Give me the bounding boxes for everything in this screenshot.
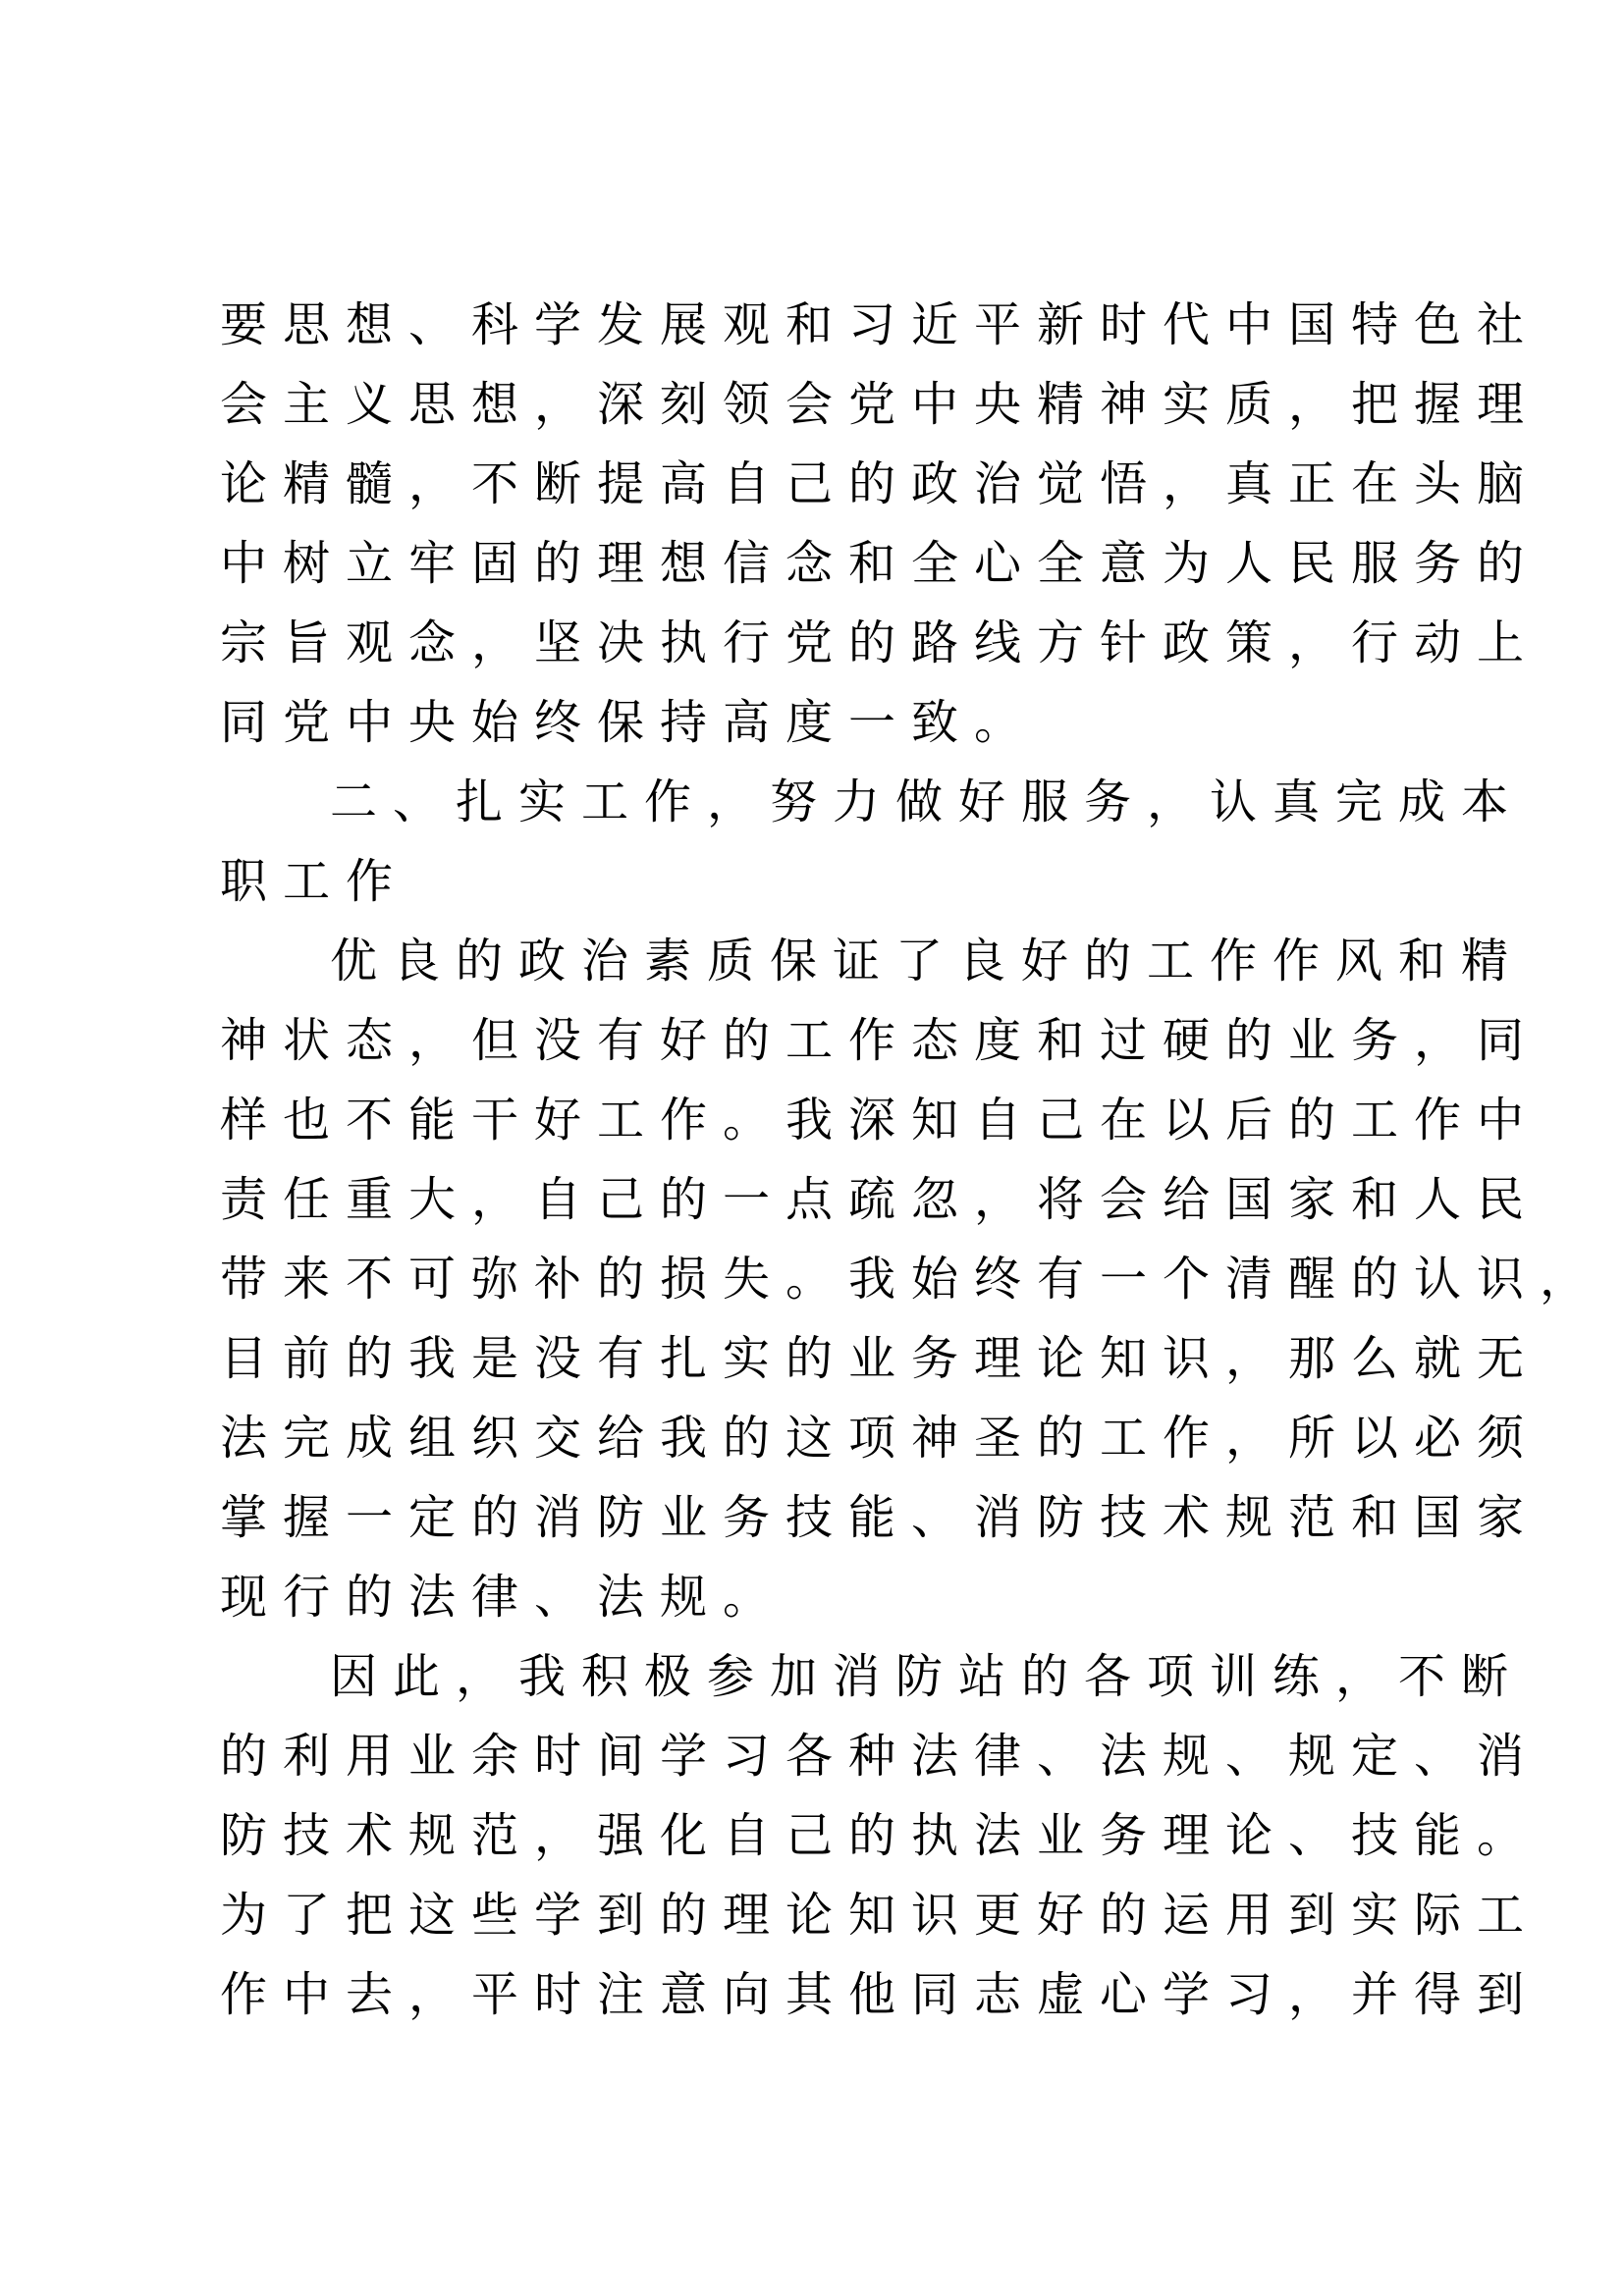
text-line: 责任重大，自己的一点疏忽，将会给国家和人民 <box>220 1172 1541 1227</box>
section-heading: 二、扎实工作，努力做好服务，认真完成本 <box>330 774 1525 829</box>
text-line: 作中去，平时注意向其他同志虚心学习，并得到 <box>220 1967 1541 2022</box>
text-line: 目前的我是没有扎实的业务理论知识，那么就无 <box>220 1331 1541 1386</box>
text-line: 宗旨观念，坚决执行党的路线方针政策，行动上 <box>220 615 1541 670</box>
text-line: 会主义思想，深刻领会党中央精神实质，把握理 <box>220 377 1541 432</box>
text-line: 带来不可弥补的损失。我始终有一个清醒的认识， <box>220 1252 1603 1307</box>
text-line: 中树立牢固的理想信念和全心全意为人民服务的 <box>220 536 1541 591</box>
body-text <box>220 286 1603 2035</box>
paragraph-start: 优良的政治素质保证了良好的工作作风和精 <box>330 934 1525 988</box>
text-line: 现行的法律、法规。 <box>220 1570 786 1625</box>
text-line: 同党中央始终保持高度一致。 <box>220 695 1038 750</box>
text-line: 的利用业余时间学习各种法律、法规、规定、消 <box>220 1729 1541 1784</box>
text-line: 神状态，但没有好的工作态度和过硬的业务，同 <box>220 1013 1541 1068</box>
text-line: 掌握一定的消防业务技能、消防技术规范和国家 <box>220 1490 1541 1545</box>
text-line: 论精髓，不断提高自己的政治觉悟，真正在头脑 <box>220 456 1541 511</box>
text-line: 样也不能干好工作。我深知自己在以后的工作中 <box>220 1093 1541 1148</box>
paragraph-start: 因此，我积极参加消防站的各项训练，不断 <box>330 1649 1525 1704</box>
section-heading-continuation: 职工作 <box>220 854 409 909</box>
text-line: 要思想、科学发展观和习近平新时代中国特色社 <box>220 297 1541 352</box>
text-line: 法完成组织交给我的这项神圣的工作，所以必须 <box>220 1411 1541 1466</box>
text-line: 防技术规范，强化自己的执法业务理论、技能。 <box>220 1808 1541 1863</box>
text-line: 为了把这些学到的理论知识更好的运用到实际工 <box>220 1888 1541 1943</box>
